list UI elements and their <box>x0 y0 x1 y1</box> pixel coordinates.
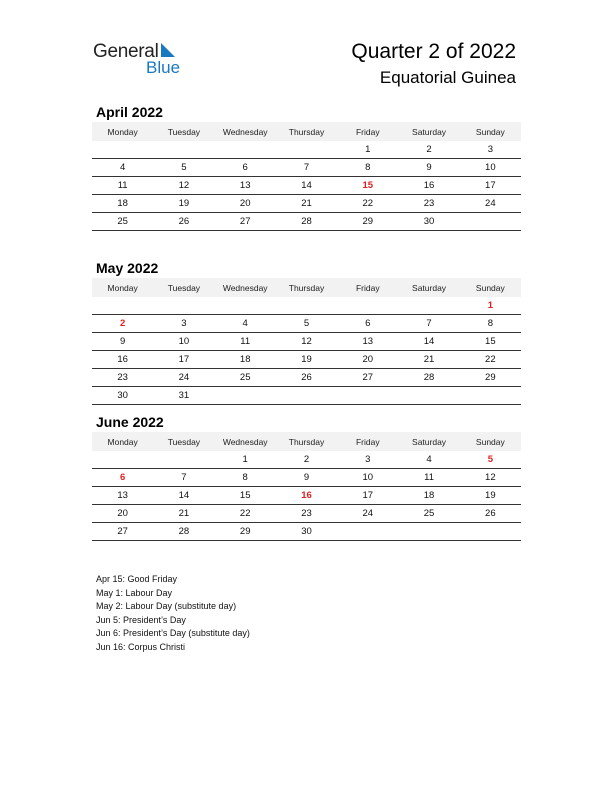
day-cell: 5 <box>276 315 337 333</box>
day-cell <box>153 141 214 159</box>
weekday-header: Thursday <box>276 432 337 451</box>
month-title: June 2022 <box>96 414 164 430</box>
holiday-note: May 1: Labour Day <box>96 587 173 598</box>
weekday-header: Wednesday <box>215 278 276 297</box>
day-cell: 4 <box>215 315 276 333</box>
day-cell <box>276 297 337 315</box>
weekday-header: Wednesday <box>215 122 276 141</box>
day-cell: 4 <box>398 451 459 469</box>
day-cell: 17 <box>153 351 214 369</box>
day-cell: 1 <box>337 141 398 159</box>
week-row <box>92 369 521 387</box>
day-cell: 18 <box>398 487 459 505</box>
day-cell: 31 <box>153 387 214 405</box>
week-row <box>92 387 521 405</box>
day-cell: 8 <box>215 469 276 487</box>
day-cell: 17 <box>337 487 398 505</box>
day-cell: 13 <box>215 177 276 195</box>
day-cell: 3 <box>337 451 398 469</box>
week-row <box>92 141 521 159</box>
day-cell: 23 <box>92 369 153 387</box>
day-cell: 9 <box>92 333 153 351</box>
weekday-header: Saturday <box>398 122 459 141</box>
day-cell <box>398 387 459 405</box>
day-cell: 27 <box>92 523 153 541</box>
week-row <box>92 177 521 195</box>
day-cell: 3 <box>153 315 214 333</box>
day-cell: 25 <box>92 213 153 231</box>
weekday-header: Thursday <box>276 278 337 297</box>
month-april <box>92 102 521 231</box>
day-cell: 23 <box>398 195 459 213</box>
holiday-notes <box>96 573 250 654</box>
day-cell: 5 <box>153 159 214 177</box>
day-cell <box>276 141 337 159</box>
country-name: Equatorial Guinea <box>379 68 516 87</box>
day-cell: 4 <box>92 159 153 177</box>
day-cell: 29 <box>215 523 276 541</box>
weekday-header: Tuesday <box>153 122 214 141</box>
holiday-note: May 2: Labour Day (substitute day) <box>96 601 237 611</box>
day-cell: 22 <box>337 195 398 213</box>
day-cell <box>215 387 276 405</box>
day-cell: 11 <box>398 469 459 487</box>
holiday-note: Jun 6: President’s Day (substitute day) <box>96 628 250 638</box>
day-cell: 6 <box>215 159 276 177</box>
day-cell: 30 <box>276 523 337 541</box>
day-cell: 22 <box>460 351 521 369</box>
weekday-header: Friday <box>337 278 398 297</box>
weekday-header: Thursday <box>276 122 337 141</box>
day-cell: 20 <box>215 195 276 213</box>
month-june <box>92 412 521 541</box>
day-cell: 27 <box>215 213 276 231</box>
day-cell: 5 <box>460 451 521 469</box>
day-cell: 26 <box>460 505 521 523</box>
day-cell: 2 <box>398 141 459 159</box>
day-cell: 26 <box>153 213 214 231</box>
week-row <box>92 333 521 351</box>
weekday-header: Wednesday <box>215 432 276 451</box>
weekday-header: Monday <box>92 432 153 451</box>
calendar-table <box>92 278 521 405</box>
week-row <box>92 505 521 523</box>
day-cell: 15 <box>337 177 398 195</box>
day-cell: 11 <box>215 333 276 351</box>
day-cell: 10 <box>460 159 521 177</box>
day-cell: 6 <box>337 315 398 333</box>
day-cell: 9 <box>276 469 337 487</box>
week-row <box>92 469 521 487</box>
weekday-header: Tuesday <box>153 432 214 451</box>
logo-text-general: General <box>93 41 159 62</box>
day-cell <box>460 213 521 231</box>
day-cell: 15 <box>215 487 276 505</box>
day-cell: 20 <box>92 505 153 523</box>
day-cell: 18 <box>92 195 153 213</box>
day-cell <box>337 387 398 405</box>
day-cell: 2 <box>276 451 337 469</box>
day-cell: 6 <box>92 469 153 487</box>
logo-text-blue: Blue <box>146 58 181 77</box>
day-cell: 28 <box>398 369 459 387</box>
day-cell: 14 <box>398 333 459 351</box>
weekday-header: Sunday <box>460 278 521 297</box>
day-cell: 1 <box>460 297 521 315</box>
day-cell: 24 <box>460 195 521 213</box>
day-cell: 13 <box>337 333 398 351</box>
day-cell: 19 <box>153 195 214 213</box>
day-cell <box>398 297 459 315</box>
day-cell: 29 <box>460 369 521 387</box>
day-cell: 16 <box>276 487 337 505</box>
day-cell: 25 <box>398 505 459 523</box>
weekday-header: Saturday <box>398 432 459 451</box>
day-cell: 25 <box>215 369 276 387</box>
day-cell <box>92 297 153 315</box>
day-cell: 27 <box>337 369 398 387</box>
week-row <box>92 297 521 315</box>
day-cell: 9 <box>398 159 459 177</box>
day-cell <box>215 297 276 315</box>
day-cell <box>153 451 214 469</box>
week-row <box>92 487 521 505</box>
day-cell: 8 <box>337 159 398 177</box>
day-cell <box>398 523 459 541</box>
holiday-note: Jun 16: Corpus Christi <box>96 641 186 652</box>
logo-triangle-icon <box>161 43 175 57</box>
day-cell <box>92 451 153 469</box>
weekday-header: Monday <box>92 278 153 297</box>
day-cell: 24 <box>153 369 214 387</box>
calendar-table <box>92 122 521 231</box>
weekday-header: Friday <box>337 122 398 141</box>
day-cell: 21 <box>276 195 337 213</box>
day-cell: 10 <box>337 469 398 487</box>
month-title: May 2022 <box>96 260 159 276</box>
day-cell: 2 <box>92 315 153 333</box>
day-cell: 11 <box>92 177 153 195</box>
day-cell <box>460 387 521 405</box>
page-title: Quarter 2 of 2022 <box>351 40 516 63</box>
week-row <box>92 351 521 369</box>
week-row <box>92 451 521 469</box>
logo <box>93 41 193 81</box>
day-cell <box>337 297 398 315</box>
day-cell: 23 <box>276 505 337 523</box>
day-cell: 16 <box>398 177 459 195</box>
weekday-header: Monday <box>92 122 153 141</box>
day-cell: 7 <box>153 469 214 487</box>
day-cell: 19 <box>460 487 521 505</box>
day-cell: 1 <box>215 451 276 469</box>
day-cell: 14 <box>276 177 337 195</box>
day-cell: 28 <box>153 523 214 541</box>
day-cell: 21 <box>398 351 459 369</box>
day-cell: 30 <box>398 213 459 231</box>
day-cell <box>215 141 276 159</box>
day-cell: 12 <box>460 469 521 487</box>
day-cell <box>153 297 214 315</box>
day-cell: 15 <box>460 333 521 351</box>
day-cell: 3 <box>460 141 521 159</box>
day-cell: 10 <box>153 333 214 351</box>
weekday-header: Tuesday <box>153 278 214 297</box>
day-cell: 14 <box>153 487 214 505</box>
day-cell <box>92 141 153 159</box>
day-cell: 24 <box>337 505 398 523</box>
weekday-header: Friday <box>337 432 398 451</box>
day-cell: 12 <box>276 333 337 351</box>
day-cell <box>337 523 398 541</box>
day-cell: 29 <box>337 213 398 231</box>
day-cell: 13 <box>92 487 153 505</box>
weekday-header: Sunday <box>460 122 521 141</box>
day-cell: 19 <box>276 351 337 369</box>
holiday-note: Jun 5: President’s Day <box>96 614 186 625</box>
day-cell <box>460 523 521 541</box>
day-cell: 8 <box>460 315 521 333</box>
day-cell: 12 <box>153 177 214 195</box>
day-cell: 30 <box>92 387 153 405</box>
day-cell: 22 <box>215 505 276 523</box>
day-cell: 7 <box>398 315 459 333</box>
week-row <box>92 159 521 177</box>
holiday-note: Apr 15: Good Friday <box>96 574 178 584</box>
weekday-header: Sunday <box>460 432 521 451</box>
day-cell: 28 <box>276 213 337 231</box>
day-cell <box>276 387 337 405</box>
week-row <box>92 315 521 333</box>
month-may <box>92 258 521 405</box>
calendar-table <box>92 432 521 541</box>
week-row <box>92 523 521 541</box>
day-cell: 20 <box>337 351 398 369</box>
week-row <box>92 213 521 231</box>
day-cell: 21 <box>153 505 214 523</box>
day-cell: 17 <box>460 177 521 195</box>
day-cell: 7 <box>276 159 337 177</box>
month-title: April 2022 <box>96 104 163 120</box>
week-row <box>92 195 521 213</box>
day-cell: 26 <box>276 369 337 387</box>
day-cell: 16 <box>92 351 153 369</box>
day-cell: 18 <box>215 351 276 369</box>
weekday-header: Saturday <box>398 278 459 297</box>
